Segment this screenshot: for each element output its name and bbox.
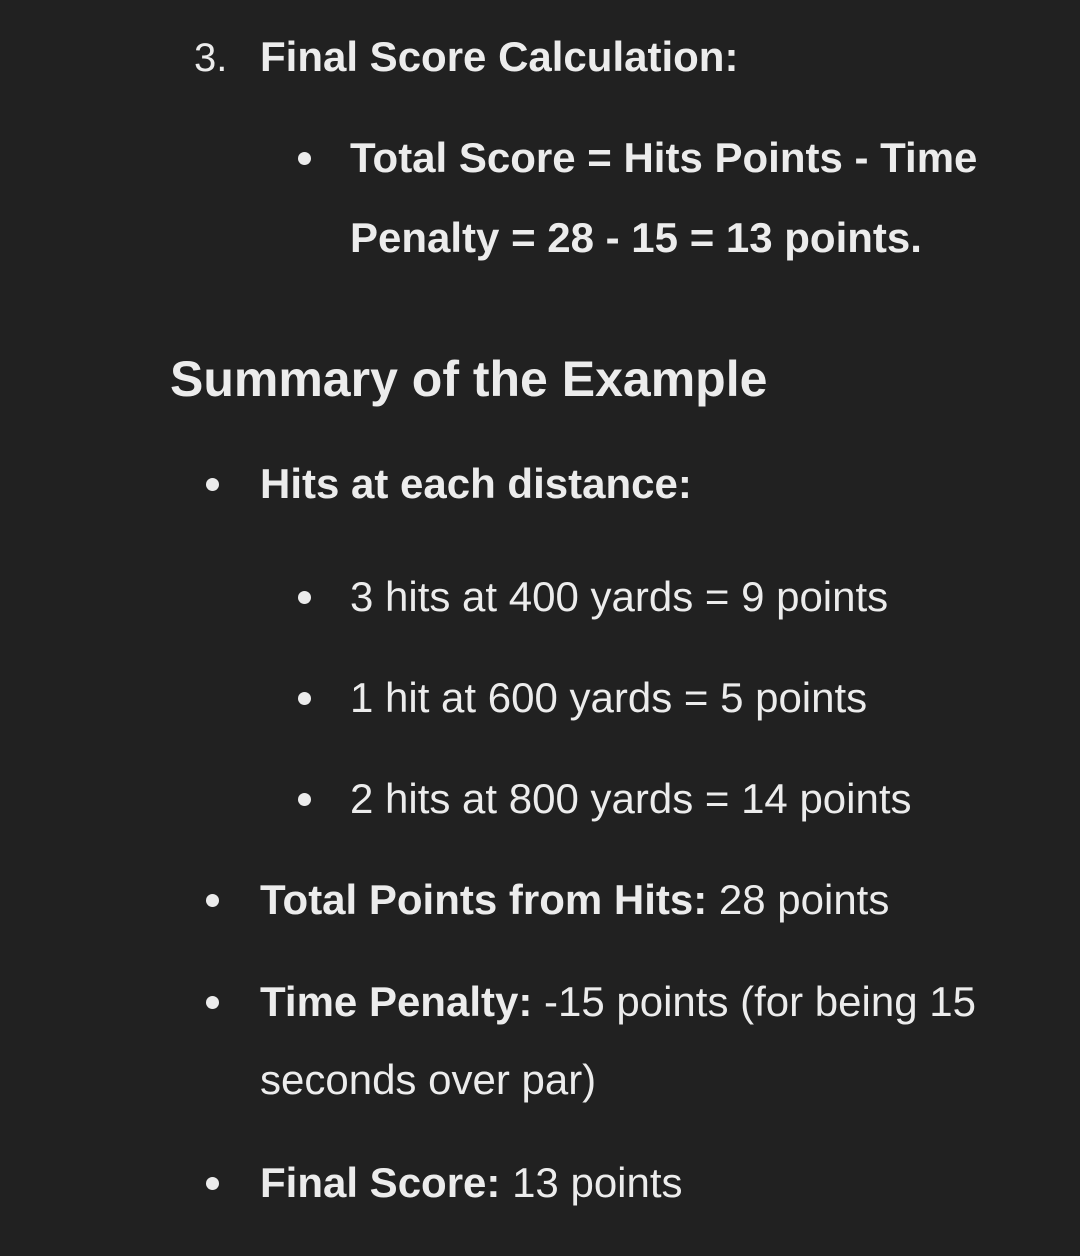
final-score-row [260, 1159, 683, 1206]
bullet-icon [298, 793, 311, 806]
formula-line-2: Penalty = 28 - 15 = 13 points. [350, 214, 922, 261]
time-penalty-continuation: seconds over par) [260, 1056, 597, 1103]
final-score-value: 13 points [500, 1159, 683, 1206]
bullet-icon [298, 692, 311, 705]
bullet-icon [298, 591, 311, 604]
section-heading: Summary of the Example [170, 351, 768, 407]
bullet-icon [206, 478, 219, 491]
list-item: 3 hits at 400 yards = 9 points [350, 573, 889, 620]
time-penalty-label: Time Penalty: [260, 978, 533, 1025]
bullet-icon [206, 996, 219, 1009]
bullet-icon [206, 894, 219, 907]
time-penalty-row [260, 978, 976, 1025]
time-penalty-value: -15 points (for being 15 [532, 978, 976, 1025]
list-number: 3. [194, 36, 228, 80]
bullet-icon [206, 1177, 219, 1190]
hits-label: Hits at each distance: [260, 460, 692, 507]
bullet-icon [298, 152, 311, 165]
list-item: 1 hit at 600 yards = 5 points [350, 674, 868, 721]
formula-line-1: Total Score = Hits Points - Time [350, 134, 978, 181]
total-points-label: Total Points from Hits: [260, 876, 708, 923]
final-score-label: Final Score: [260, 1159, 501, 1206]
step-title: Final Score Calculation: [260, 33, 739, 80]
total-points-value: 28 points [707, 876, 890, 923]
list-item: 2 hits at 800 yards = 14 points [350, 775, 912, 822]
total-points-row [260, 876, 890, 923]
